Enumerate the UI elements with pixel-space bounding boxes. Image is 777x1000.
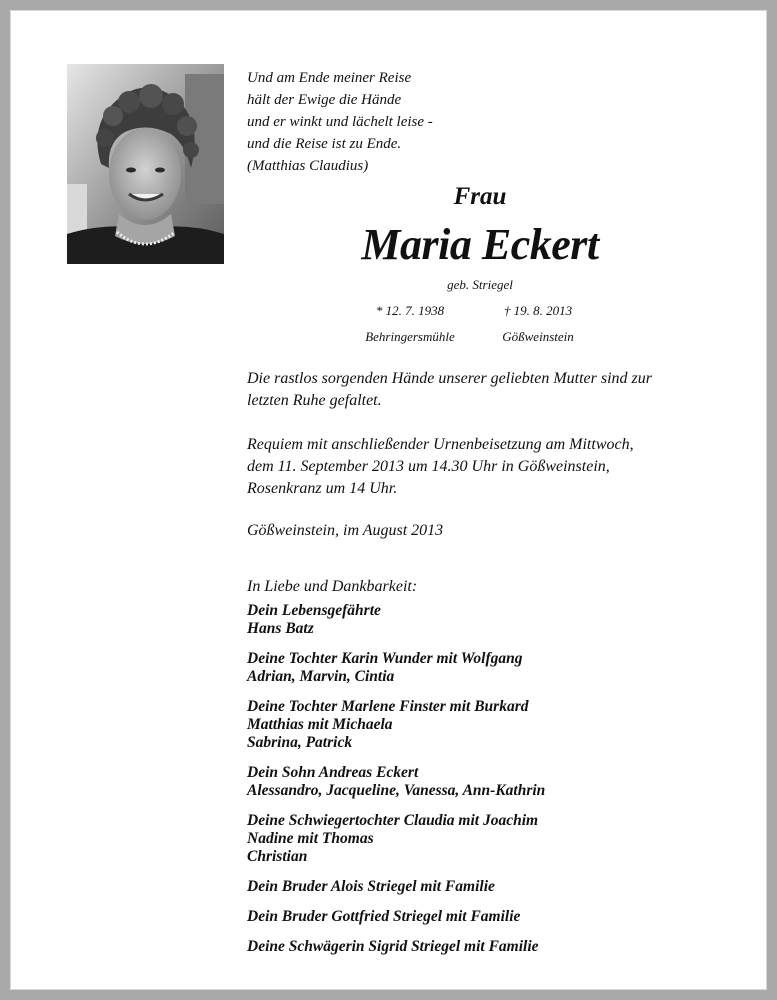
place-date: Gößweinstein, im August 2013 — [247, 522, 444, 539]
requiem-line: Rosenkranz um 14 Uhr. — [247, 480, 398, 497]
maiden-name: geb. Striegel — [447, 277, 513, 292]
mourner-line: Deine Tochter Marlene Finster mit Burkard — [247, 698, 529, 715]
mourner-group — [247, 812, 687, 866]
mourner-group — [247, 878, 687, 896]
mourner-line: Deine Schwägerin Sigrid Striegel mit Familie — [247, 938, 539, 955]
mourner-line: Nadine mit Thomas — [247, 830, 374, 847]
paragraph-hands: Die rastlos sorgenden Hände unserer geliebten Mutter sind zur letzten Ruhe gefaltet. — [247, 370, 652, 409]
mourner-line: Adrian, Marvin, Cintia — [247, 668, 395, 685]
poem-author: (Matthias Claudius) — [247, 158, 369, 174]
mourner-group — [247, 938, 687, 956]
portrait-photo — [67, 64, 224, 264]
mourner-line: Christian — [247, 848, 308, 865]
mourner-line: Alessandro, Jacqueline, Vanessa, Ann-Kathrin — [247, 782, 546, 799]
requiem-line: Requiem mit anschließender Urnenbeisetzung am Mittwoch, — [247, 436, 634, 453]
mourner-group — [247, 764, 687, 800]
mourner-line: Dein Sohn Andreas Eckert — [247, 764, 419, 781]
mourner-line: Deine Schwiegertochter Claudia mit Joachim — [247, 812, 539, 829]
mourner-group — [247, 650, 687, 686]
deceased-name: Maria Eckert — [361, 220, 599, 269]
death-date: † 19. 8. 2013 — [503, 303, 573, 318]
portrait-photo-icon — [67, 64, 224, 264]
closing-line: In Liebe und Dankbarkeit: — [247, 578, 418, 595]
poem-line: und die Reise ist zu Ende. — [247, 136, 402, 152]
birth-place: Behringersmühle — [365, 329, 455, 344]
death-place: Gößweinstein — [502, 329, 574, 344]
mourner-line: Dein Bruder Gottfried Striegel mit Familie — [247, 908, 521, 925]
mourner-line: Dein Bruder Alois Striegel mit Familie — [247, 878, 495, 895]
requiem-line: dem 11. September 2013 um 14.30 Uhr in Gößweinstein, — [247, 458, 610, 475]
death-info — [478, 303, 598, 355]
salutation: Frau — [453, 183, 507, 210]
poem-line: hält der Ewige die Hände — [247, 92, 402, 108]
paragraph-requiem — [247, 434, 687, 500]
mourner-group — [247, 908, 687, 926]
mourner-line: Sabrina, Patrick — [247, 734, 353, 751]
birth-date: * 12. 7. 1938 — [375, 303, 445, 318]
poem-line: Und am Ende meiner Reise — [247, 70, 412, 86]
notice-body — [247, 368, 687, 606]
mourner-line: Matthias mit Michaela — [247, 716, 393, 733]
mourner-line: Hans Batz — [247, 620, 314, 637]
mourner-group — [247, 698, 687, 752]
mourner-line: Dein Lebensgefährte — [247, 602, 381, 619]
poem-line: und er winkt und lächelt leise - — [247, 114, 433, 130]
poem — [247, 67, 433, 177]
mourners-list — [247, 602, 687, 968]
mourner-line: Deine Tochter Karin Wunder mit Wolfgang — [247, 650, 523, 667]
birth-info — [350, 303, 470, 355]
mourner-group — [247, 602, 687, 638]
